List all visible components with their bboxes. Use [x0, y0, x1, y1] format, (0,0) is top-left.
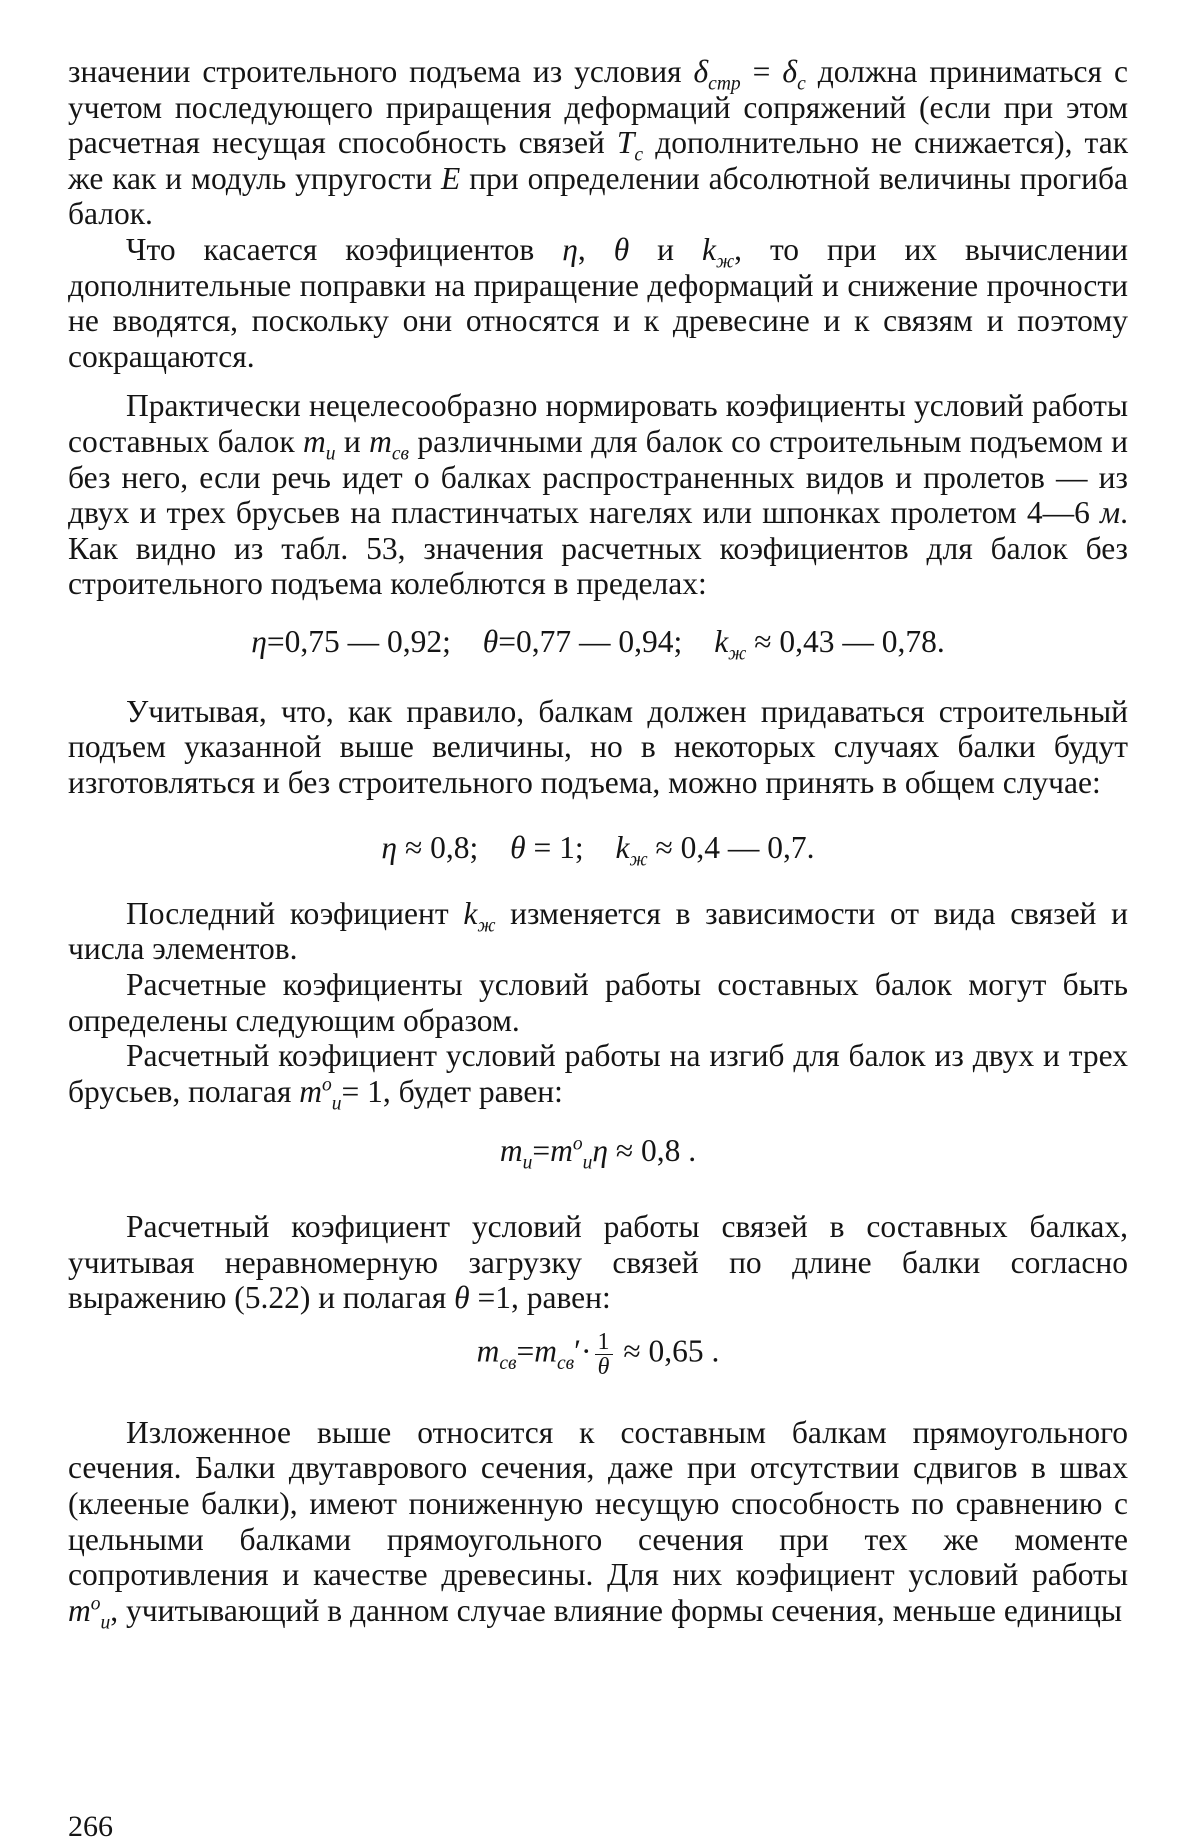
- text-span: должна приниматься с учетом последующего приращения деформаций сопряжений (если при этом расчетная несущая способность связей: [68, 54, 1128, 161]
- paragraph-1: [68, 54, 1128, 232]
- text-span: и: [629, 231, 702, 267]
- formula-k-value: [615, 830, 815, 871]
- formula-k-range: [714, 623, 945, 665]
- paragraph-7: [68, 1038, 1128, 1115]
- math-symbol: k: [714, 623, 729, 659]
- formula-coefficient-ranges: [68, 623, 1128, 665]
- math-value: =0,75 — 0,92;: [266, 623, 451, 659]
- formula-eta-range: [251, 624, 451, 660]
- math-symbol: m: [299, 1073, 322, 1109]
- math-symbol: Т: [616, 125, 635, 161]
- math-subscript: ж: [728, 643, 747, 665]
- math-symbol: Е: [441, 160, 461, 196]
- text-span: различными для балок со строительным подъемом и без него, если речь идет о балках распространенных видов и пролетов — из двух и трех брусьев на пластинчатых нагелях или шпонках пролетом 4—6: [68, 423, 1129, 531]
- formula-general-case: [68, 830, 1128, 871]
- paragraph-5: [68, 896, 1128, 967]
- paragraph-9: [68, 1414, 1128, 1634]
- math-subscript: с: [797, 73, 806, 95]
- fraction: [595, 1330, 613, 1379]
- math-superscript: о: [90, 1593, 101, 1615]
- formula-eta-value: [381, 830, 478, 866]
- math-symbol: η: [251, 623, 267, 659]
- math-subscript: св: [499, 1352, 517, 1374]
- text-span: изменяется в зависимости от вида связей и числа элементов.: [68, 895, 1128, 967]
- math-symbol: m: [369, 423, 392, 459]
- math-subscript: ж: [715, 251, 735, 273]
- text-span: , учитывающий в данном случае влияние формы сечения, меньше единицы: [110, 1592, 1123, 1628]
- math-subscript: и: [331, 1093, 342, 1115]
- paragraph-2: [68, 232, 1128, 374]
- text-span: значении строительного подъема из условия: [68, 54, 694, 89]
- math-symbol: η: [592, 1133, 609, 1169]
- math-subscript: ж: [477, 915, 496, 937]
- text-span: Практически нецелесообразно нормировать коэфициенты условий работы составных балок: [68, 388, 1128, 459]
- text-span: и: [335, 423, 370, 459]
- math-symbol: θ: [510, 830, 526, 866]
- text-span: ,: [577, 231, 614, 267]
- math-symbol: k: [701, 231, 716, 267]
- math-symbol: η: [381, 830, 398, 866]
- formula-theta-value: [510, 830, 584, 866]
- math-subscript: св: [391, 443, 409, 465]
- math-value: ≈ 0,4 — 0,7.: [655, 830, 815, 866]
- math-subscript: стр: [708, 73, 741, 95]
- text-span: Что касается коэфициентов: [126, 231, 563, 267]
- math-subscript: с: [634, 144, 644, 166]
- formula-theta-range: [483, 624, 683, 660]
- math-symbol: m: [303, 423, 326, 459]
- formula-bending-coefficient: [68, 1133, 1128, 1174]
- math-operator: ·: [581, 1333, 592, 1369]
- unit-label: м: [1100, 495, 1121, 531]
- math-symbol: θ: [613, 231, 630, 267]
- math-symbol: δ: [693, 54, 709, 89]
- text-column: [68, 54, 1129, 1634]
- math-value: ≈ 0,8;: [404, 830, 479, 866]
- math-symbol: m: [476, 1333, 500, 1369]
- paragraph-3: [68, 388, 1128, 602]
- math-symbol: k: [463, 895, 478, 931]
- math-superscript: о: [321, 1074, 332, 1096]
- math-symbol: m: [534, 1333, 557, 1369]
- text-span: при определении абсолютной величины прогиба балок.: [68, 160, 1128, 232]
- math-symbol: m: [499, 1133, 523, 1169]
- paragraph-6: Расчетные коэфициенты условий работы составных балок могут быть определены следующим образом.: [68, 967, 1128, 1038]
- text-span: = 1, будет равен:: [341, 1073, 563, 1109]
- math-value: = 1;: [533, 830, 584, 866]
- text-span: Последний коэфициент: [126, 895, 464, 931]
- text-span: . Как видно из табл. 53, значения расчетных коэфициентов для балок без строительного подъема колеблются в пределах:: [68, 495, 1128, 602]
- text-span: дополнительно не снижается), так же как и модуль упругости: [68, 125, 1128, 196]
- math-symbol: θ: [482, 623, 499, 659]
- math-subscript: ж: [629, 849, 648, 871]
- text-span: =1, равен:: [469, 1280, 611, 1316]
- text-span: Расчетный коэфициент условий работы на изгиб для балок из двух и трех брусьев, полагая: [68, 1038, 1128, 1109]
- formula-connection-coefficient: [68, 1330, 1128, 1379]
- math-symbol: m: [68, 1592, 91, 1628]
- math-symbol: k: [615, 830, 630, 866]
- math-operator: =: [516, 1333, 535, 1369]
- text-span: , то при их вычислении дополнительные поправки на приращение деформаций и снижение прочности не вводятся, поскольку они относятся и к древесине и к связям и поэтому сокращаются.: [68, 231, 1129, 374]
- math-symbol: η: [562, 231, 578, 267]
- math-operator: =: [532, 1133, 551, 1169]
- page-number: 266: [68, 1810, 113, 1843]
- math-superscript: о: [572, 1133, 583, 1155]
- math-value: ≈ 0,43 — 0,78.: [754, 623, 945, 659]
- math-subscript: и: [100, 1612, 111, 1634]
- math-subscript: и: [582, 1152, 593, 1174]
- text-span: Расчетный коэфициент условий работы связей в составных балках, учитывая неравномерную загрузку связей по длине балки согласно выражению (5.22) и полагая: [68, 1209, 1128, 1316]
- math-value: ≈ 0,8 .: [615, 1133, 697, 1169]
- math-symbol: θ: [454, 1280, 470, 1316]
- math-subscript: и: [522, 1152, 533, 1174]
- math-subscript: св: [556, 1352, 575, 1374]
- math-value: =0,77 — 0,94;: [498, 623, 683, 659]
- math-prime: ′: [574, 1333, 581, 1369]
- text-span: Изложенное выше относится к составным балкам прямоугольного сечения. Балки двутаврового сечения, даже при отсутствии сдвигов в швах (клееные балки), имеют пониженную несущую способность по сравнению с цельными балками прямоугольного сечения при тех же моменте сопротивления и качестве древесины. Для них коэфициент условий работы: [68, 1414, 1128, 1593]
- fraction-denominator: θ: [597, 1353, 610, 1380]
- math-symbol: δ: [782, 54, 798, 89]
- fraction-numerator: 1: [595, 1330, 613, 1355]
- math-symbol: m: [550, 1133, 573, 1169]
- paragraph-8: [68, 1209, 1128, 1316]
- math-subscript: и: [325, 443, 336, 465]
- math-value: ≈ 0,65 .: [623, 1333, 720, 1369]
- paragraph-4: Учитывая, что, как правило, балкам должен придаваться строительный подъем указанной выше величины, но в некоторых случаях балки будут изготовляться и без строительного подъема, можно принять в общем случае:: [68, 693, 1128, 800]
- math-operator: =: [740, 54, 783, 89]
